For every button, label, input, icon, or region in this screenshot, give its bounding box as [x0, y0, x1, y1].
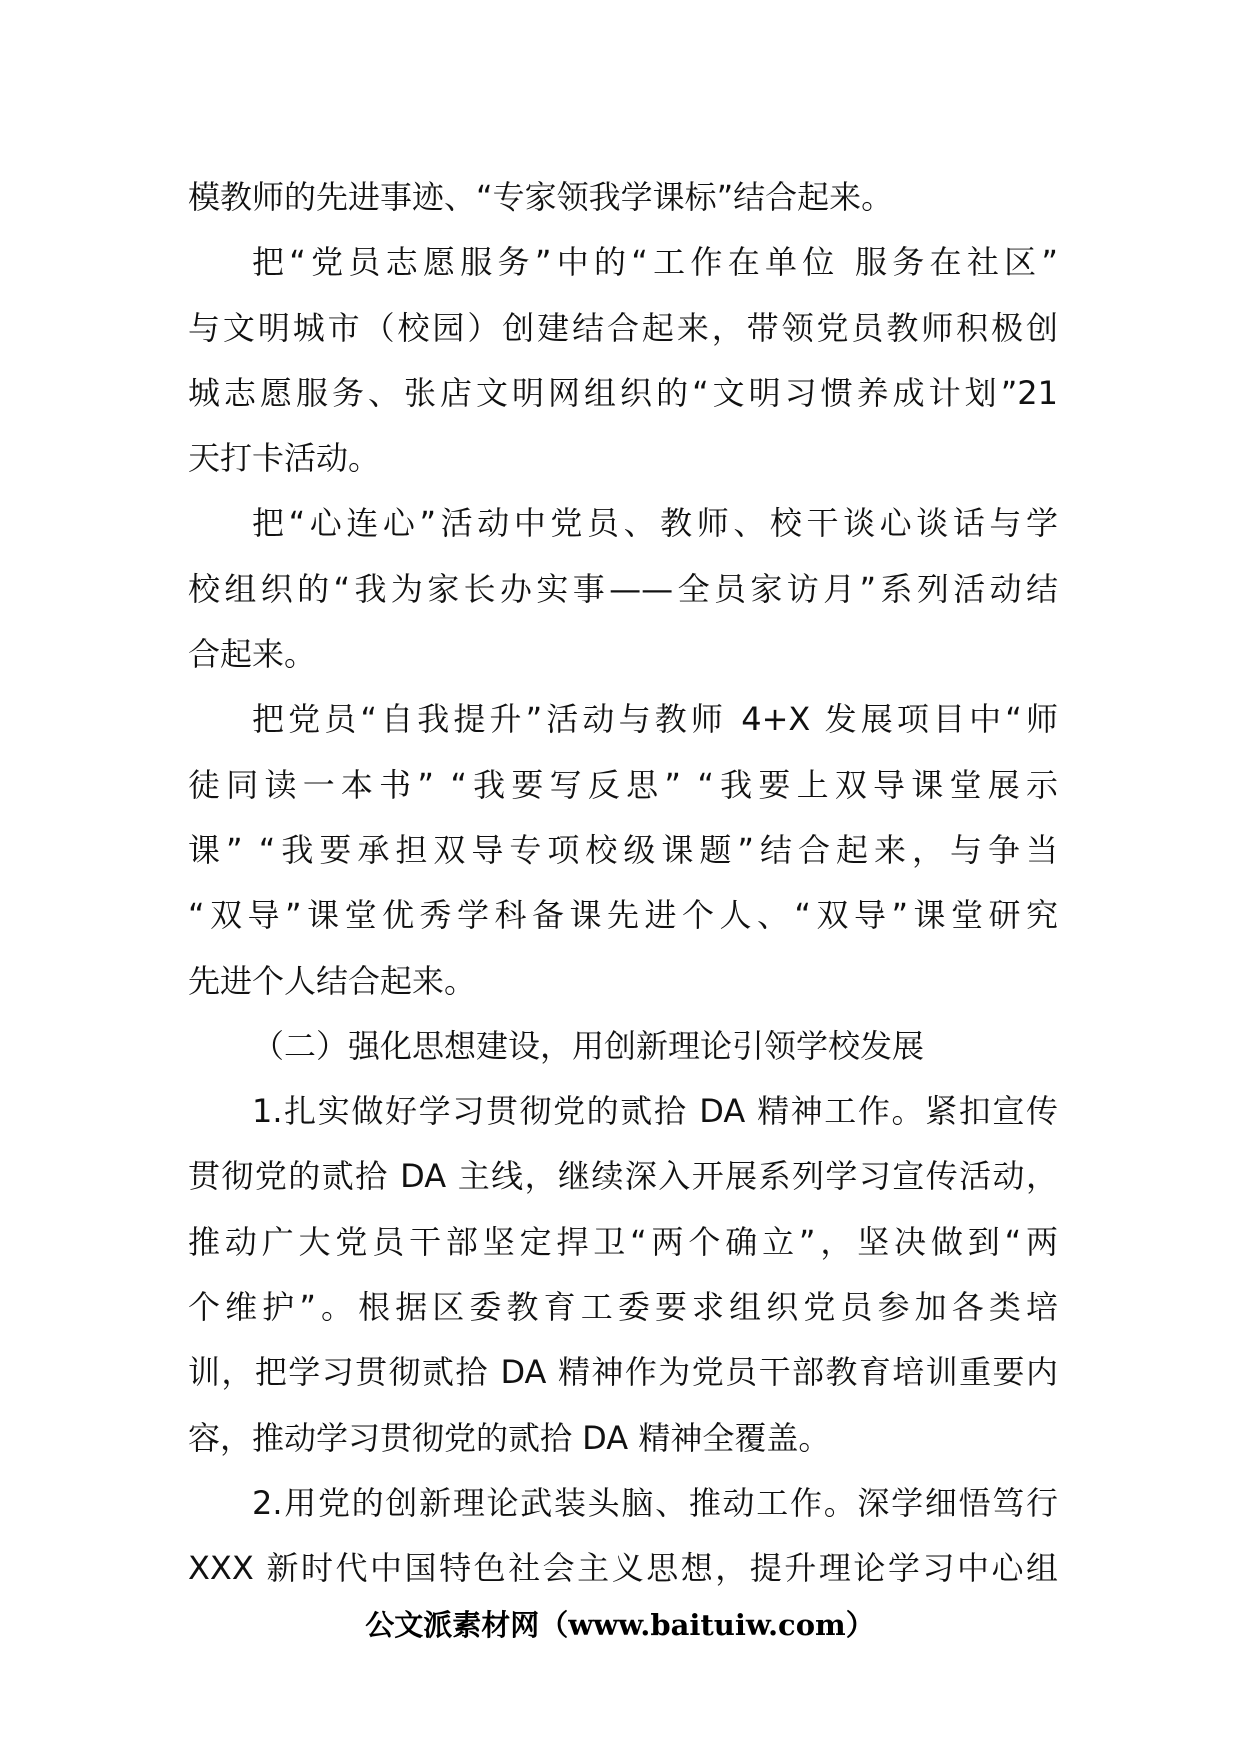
text-line: 天打卡活动。: [188, 439, 381, 478]
text-line: 把“心连心”活动中党员、教师、校干谈心谈话与学: [252, 504, 1058, 543]
text-line: 贯彻党的贰拾 DA 主线，继续深入开展系列学习宣传活动，: [188, 1157, 1058, 1196]
text-line: 个维护”。根据区委教育工委要求组织党员参加各类培: [188, 1288, 1058, 1327]
text-line: “双导”课堂优秀学科备课先进个人、“双导”课堂研究: [188, 896, 1058, 935]
text-line: 课” “我要承担双导专项校级课题”结合起来，与争当: [188, 830, 1058, 869]
text-line: 与文明城市（校园）创建结合起来，带领党员教师积极创: [188, 308, 1058, 347]
text-line: 训，把学习贯彻贰拾 DA 精神作为党员干部教育培训重要内: [188, 1353, 1058, 1392]
text-line: 先进个人结合起来。: [188, 961, 477, 1000]
footer-watermark: 公文派素材网（www.baituiw.com）: [365, 1608, 875, 1642]
text-line: 把党员“自我提升”活动与教师 4+X 发展项目中“师: [252, 700, 1058, 739]
text-line: 1.扎实做好学习贯彻党的贰拾 DA 精神工作。紧扣宣传: [252, 1092, 1058, 1131]
text-line: 2.用党的创新理论武装头脑、推动工作。深学细悟笃行: [252, 1483, 1058, 1522]
text-line: 徒同读一本书” “我要写反思” “我要上双导课堂展示: [188, 765, 1058, 804]
text-line: 把“党员志愿服务”中的“工作在单位 服务在社区”: [252, 243, 1058, 282]
text-line: 容，推动学习贯彻党的贰拾 DA 精神全覆盖。: [188, 1418, 831, 1457]
text-line: 城志愿服务、张店文明网组织的“文明习惯养成计划”21: [188, 373, 1058, 412]
text-line: （二）强化思想建设，用创新理论引领学校发展: [252, 1026, 925, 1065]
text-line: XXX 新时代中国特色社会主义思想，提升理论学习中心组: [188, 1549, 1058, 1588]
body-text: [188, 165, 1058, 1602]
text-line: 模教师的先进事迹、“专家领我学课标”结合起来。: [188, 178, 894, 216]
text-line: 合起来。: [188, 635, 317, 674]
text-line: 校组织的“我为家长办实事——全员家访月”系列活动结: [188, 569, 1058, 608]
text-line: 推动广大党员干部坚定捍卫“两个确立”，坚决做到“两: [188, 1222, 1058, 1261]
